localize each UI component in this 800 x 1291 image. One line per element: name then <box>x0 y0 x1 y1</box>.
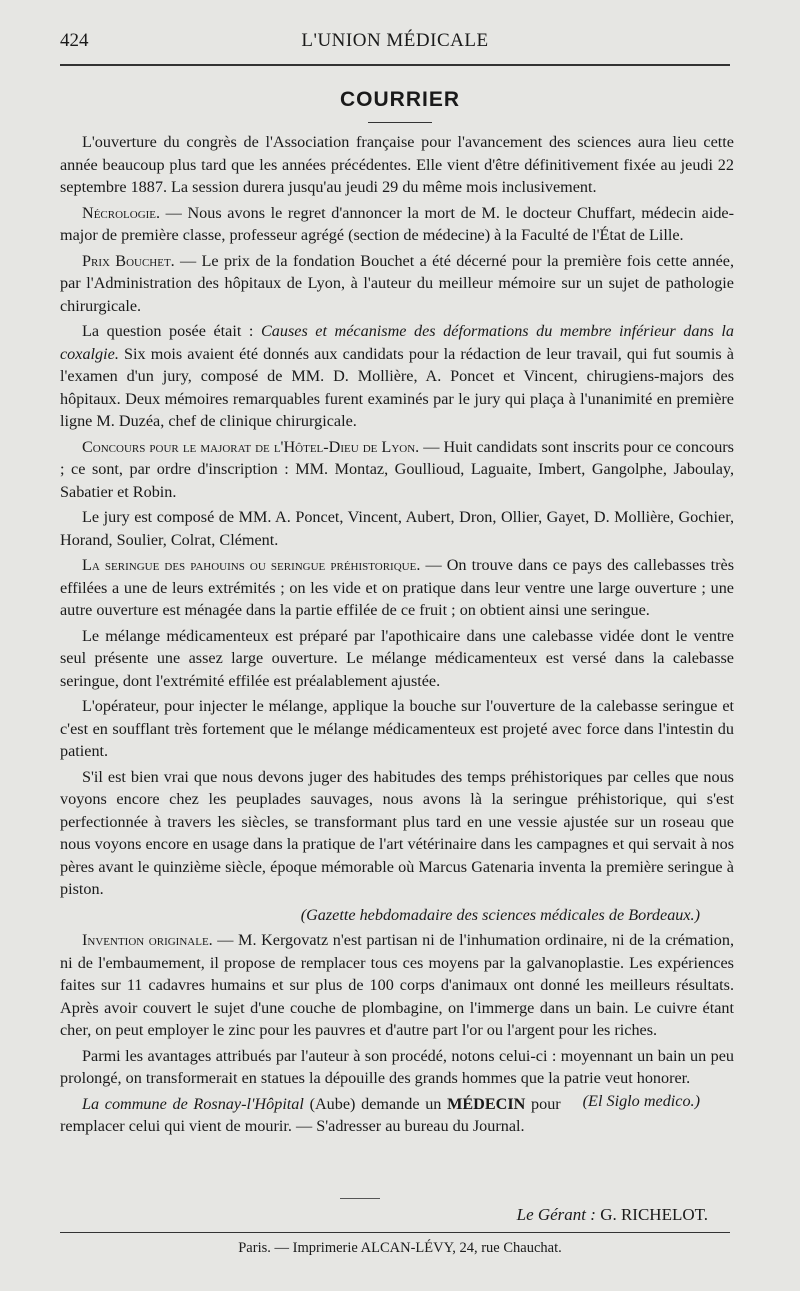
text-prix-bouchet: — Le prix de la fondation Bouchet a été décerné pour la première fois cette année, par l'Administration des hôpitaux de Lyon, à l'auteur du meilleur mémoire sur un sujet de pathologie chirurgicale. <box>60 251 734 315</box>
title-rule <box>368 122 432 123</box>
gerant-signature <box>517 1205 708 1225</box>
article-body <box>60 131 734 1141</box>
text-question-title: Causes et mécanisme des déformations du membre inférieur dans la coxalgie. <box>60 322 734 363</box>
paragraph-prehistoire: S'il est bien vrai que nous devons juger des habitudes des temps préhistoriques par celles que nous voyons encore chez les peuplades sauvages, nous avons là la seringue préhistorique, qui s'est perfectionnée à travers les siècles, se transformant plus tard en une vessie ajustée sur un roseau que nous voyons encore en usage dans la pratique de l'art vétérinaire dans les campagnes et qui servait à nos pères avant le quinzième siècle, époque mémorable où Marcus Gatenaria inventa la première seringue à piston. <box>60 767 734 898</box>
source-gazette: (Gazette hebdomadaire des sciences médicales de Bordeaux.) <box>300 905 700 924</box>
running-title: L'UNION MÉDICALE <box>301 30 489 51</box>
paragraph-operateur: L'opérateur, pour injecter le mélange, applique la bouche sur l'ouverture de la calebasse seringue et c'est en soufflant très fortement que le mélange médicamenteux est projeté avec force dans l'intestin du patient. <box>60 697 734 760</box>
paragraph-melange: Le mélange médicamenteux est préparé par l'apothicaire dans une calebasse vidée dont le ventre seul présente une assez large ouverture. Le mélange médicamenteux est versé dans la calebasse seringue, dont l'extrémité effilée est préalablement ajustée. <box>60 626 734 690</box>
section-title: COURRIER <box>339 88 460 111</box>
text-seringue: — On trouve dans ce pays des callebasses très effilées a une de leurs extrémités ; on les vide et on pratique dans leur ventre une large ouverture ; une autre ouverture est ménagée dans la partie effilée de ce fruit ; on obtient ainsi une seringue. <box>60 556 735 619</box>
source-siglo: (El Siglo medico.) <box>582 1091 700 1110</box>
text-concours: — Huit candidats sont inscrits pour ce concours ; ce sont, par ordre d'inscription : MM. Montaz, Goullioud, Laguaite, Imbert, Gangolphe, Jaboulay, Sabatier et Robin. <box>60 437 734 501</box>
closing-rule <box>340 1198 380 1199</box>
paragraph-question <box>60 320 734 433</box>
paragraph-jury: Le jury est composé de MM. A. Poncet, Vincent, Aubert, Dron, Ollier, Gayet, D. Mollière, Gochier, Horand, Soulier, Colrat, Clément. <box>60 508 734 549</box>
text-necrologie: — Nous avons le regret d'annoncer la mort de M. le docteur Chuffart, médecin aide-major de première classe, professeur agrégé (section de médecine) à la Faculté de l'État de Lille. <box>60 203 734 244</box>
text-question-post: Six mois avaient été donnés aux candidats pour la rédaction de leur travail, qui fut soumis à l'examen d'un jury, composé de MM. D. Mollière, A. Poncet et Vincent, chirugiens-majors des hôpitaux. Deux mémoires remarquables furent examinés par le jury qui plaça à l'unanimité en première ligne M. Duzéa, chef de clinique chirurgicale. <box>60 344 734 430</box>
text-annonce-mid: (Aube) demande un <box>303 1094 448 1113</box>
paragraph-invention <box>60 929 734 1042</box>
gerant-label: Le Gérant : <box>516 1205 596 1224</box>
paragraph-seringue <box>60 554 734 622</box>
text-question-pre: La question posée était : <box>82 322 261 340</box>
rubric-prix-bouchet: Prix Bouchet. <box>82 251 175 270</box>
header-rule <box>60 64 730 66</box>
printer-rule <box>60 1232 730 1233</box>
text-annonce-medecin: MÉDECIN <box>447 1094 526 1113</box>
rubric-invention: Invention originale. <box>82 931 213 949</box>
paragraph-concours <box>60 436 734 504</box>
text-annonce-commune: La commune de Rosnay-l'Hôpital <box>82 1094 304 1113</box>
paragraph-prix-bouchet <box>60 250 734 318</box>
printer-imprint: Paris. — Imprimerie ALCAN-LÉVY, 24, rue Chauchat. <box>238 1240 562 1256</box>
rubric-concours: Concours pour le majorat de l'Hôtel-Dieu de Lyon. <box>82 437 420 456</box>
gerant-name: G. RICHELOT. <box>595 1205 708 1224</box>
page-header <box>60 30 730 60</box>
paragraph-necrologie <box>60 202 734 247</box>
text-invention: — M. Kergovatz n'est partisan ni de l'inhumation ordinaire, ni de la crémation, ni de l'embaumement, il propose de remplacer tous ces moyens par la galvanoplastie. Les expériences faites sur 11 cadavres humains et sur plus de 100 corps d'animaux ont donné les meilleurs résultats. Après avoir couvert le sujet d'une couche de plombagine, on l'immerge dans un bain. Le cuivre étant cher, on peut employer le zinc pour les pauvres et d'autre part l'or ou l'argent pour les riches. <box>60 931 734 1039</box>
rubric-necrologie: Nécrologie. <box>82 203 161 222</box>
page-number: 424 <box>60 30 89 51</box>
text-avantages: Parmi les avantages attribués par l'auteur à son procédé, notons celui-ci : moyennant un bain un peu prolongé, on transformerait en statues la dépouille des grands hommes que la patrie veut honorer. <box>60 1046 734 1087</box>
text-annonce-post: pour remplacer celui qui vient de mourir. — S'adresser au bureau du Journal. <box>60 1094 561 1135</box>
rubric-seringue: La seringue des pahouins ou seringue préhistorique. <box>82 556 421 574</box>
paragraph-congres: L'ouverture du congrès de l'Association française pour l'avancement des sciences aura lieu cette année beaucoup plus tard que les années précédentes. Elle vient d'être définitivement fixée au jeudi 22 septembre 1887. La session durera jusqu'au jeudi 29 du même mois inclusivement. <box>60 133 734 196</box>
